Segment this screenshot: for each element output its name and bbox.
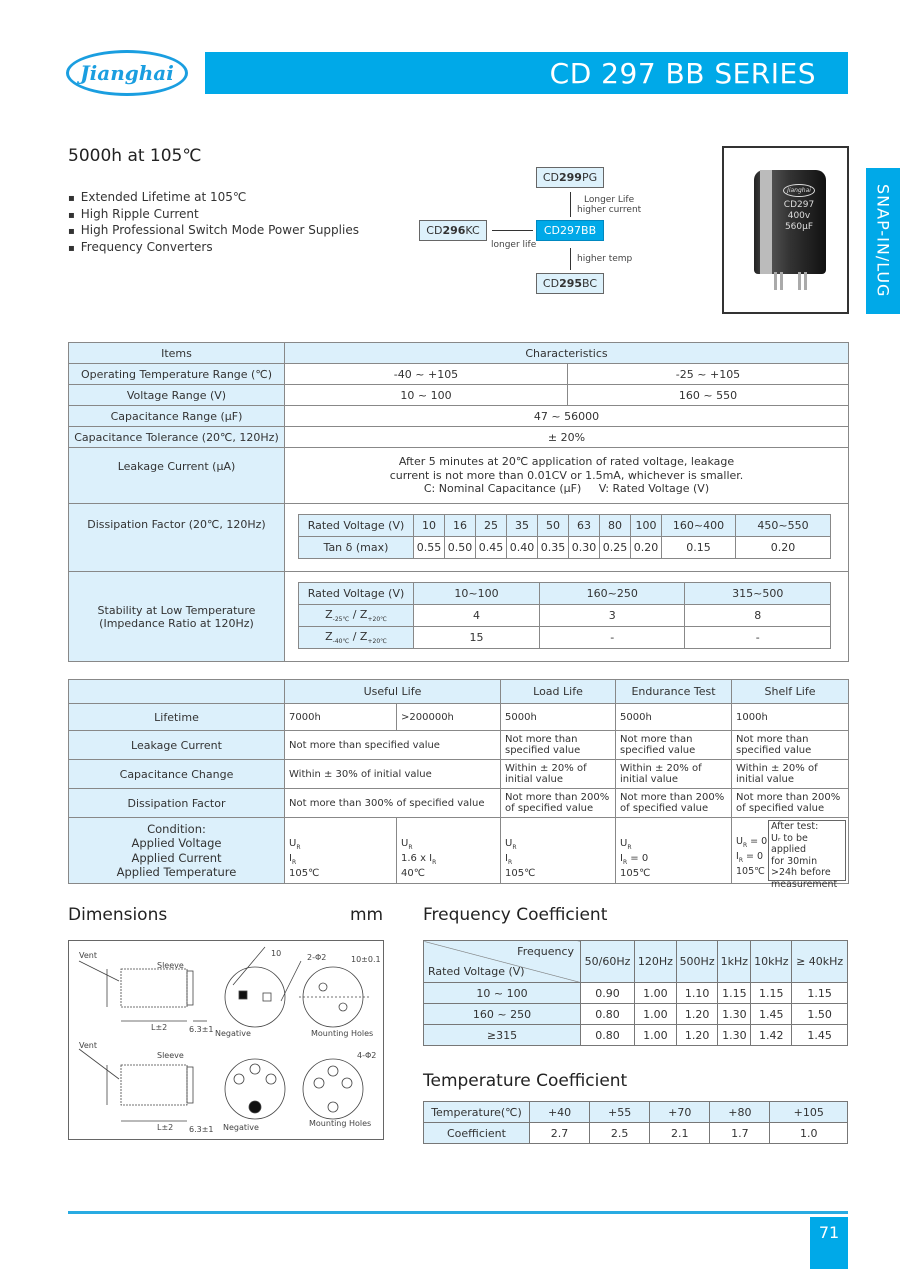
label-line: higher current bbox=[577, 205, 642, 215]
voltage-cell: 16 bbox=[445, 515, 476, 537]
cell: Not more than specified value bbox=[501, 731, 616, 760]
series-box-cd295bc bbox=[536, 273, 604, 294]
label-holes-4: 4-Φ2 bbox=[357, 1051, 377, 1060]
row-label: Tan δ (max) bbox=[299, 537, 414, 559]
label-mounting-holes: Mounting Holes bbox=[309, 1119, 372, 1128]
temperature-coefficient-title: Temperature Coefficient bbox=[423, 1071, 628, 1091]
dissipation-cell bbox=[285, 504, 849, 572]
voltage-cell: 315~500 bbox=[685, 583, 831, 605]
after-test-note bbox=[768, 820, 846, 890]
dimensions-title: Dimensions bbox=[68, 905, 168, 925]
cell: Within ± 30% of initial value bbox=[285, 760, 501, 789]
label-mounting-holes: Mounting Holes bbox=[311, 1029, 374, 1038]
temp-cell: +70 bbox=[650, 1102, 710, 1123]
coef-cell: 1.30 bbox=[718, 1025, 751, 1046]
cell: Not more than 200% of specified value bbox=[616, 789, 732, 818]
cell: Within ± 20% of initial value bbox=[732, 760, 849, 789]
capacitor-markings bbox=[772, 184, 826, 233]
text-line: After 5 minutes at 20℃ application of rated voltage, leakage bbox=[398, 455, 735, 469]
cell bbox=[616, 818, 732, 884]
logo-text: Jianghai bbox=[80, 61, 174, 85]
voltage-cell: 50 bbox=[538, 515, 569, 537]
label-line: Longer Life bbox=[584, 195, 635, 205]
freq-header: ≥ 40kHz bbox=[792, 941, 848, 983]
tan-cell: 0.25 bbox=[600, 537, 631, 559]
cell: 47 ~ 56000 bbox=[285, 406, 849, 427]
row-label: 160 ~ 250 bbox=[424, 1004, 581, 1025]
note-line: After test: bbox=[771, 821, 819, 832]
label-pitch: 10 bbox=[271, 949, 282, 958]
tan-cell: 0.40 bbox=[507, 537, 538, 559]
coef-cell: 1.00 bbox=[635, 1025, 677, 1046]
val: = 0 bbox=[747, 836, 768, 847]
text-line: C: Nominal Capacitance (µF) V: Rated Voltage (V) bbox=[423, 482, 710, 496]
sub: R bbox=[432, 859, 437, 866]
cell: Not more than 300% of specified value bbox=[285, 789, 501, 818]
text-line: Condition: bbox=[147, 821, 206, 836]
row-label: Temperature(℃) bbox=[424, 1102, 530, 1123]
characteristics-table bbox=[68, 342, 849, 662]
row-label: Capacitance Change bbox=[69, 760, 285, 789]
dimensions-unit: mm bbox=[350, 905, 384, 925]
coef-cell: 1.10 bbox=[676, 983, 718, 1004]
text-line: current is not more than 0.01CV or 1.5mA, whichever is smaller. bbox=[389, 468, 744, 482]
ratio-cell: 4 bbox=[414, 605, 540, 627]
row-label: Coefficient bbox=[424, 1123, 530, 1144]
coef-cell: 0.80 bbox=[581, 1025, 635, 1046]
num: 299 bbox=[559, 171, 582, 184]
freq-header: 50/60Hz bbox=[581, 941, 635, 983]
product-photo bbox=[722, 146, 849, 314]
row-label: ≥315 bbox=[424, 1025, 581, 1046]
u: U bbox=[505, 838, 513, 849]
row-label: Dissipation Factor bbox=[69, 789, 285, 818]
coef-cell: 1.0 bbox=[770, 1123, 848, 1144]
prefix: CD bbox=[426, 224, 443, 237]
freq-header: 500Hz bbox=[676, 941, 718, 983]
temp-cell: +55 bbox=[590, 1102, 650, 1123]
coef-cell: 2.7 bbox=[530, 1123, 590, 1144]
text-line: Applied Voltage bbox=[131, 836, 222, 850]
dimension-drawing-svg bbox=[69, 941, 385, 1141]
cell: Not more than 200% of specified value bbox=[732, 789, 849, 818]
sub: R bbox=[408, 844, 413, 851]
coef-cell: 2.5 bbox=[590, 1123, 650, 1144]
cell: Not more than specified value bbox=[732, 731, 849, 760]
subtitle: 5000h at 105℃ bbox=[68, 146, 202, 166]
suffix: PG bbox=[581, 171, 598, 184]
header-useful-life: Useful Life bbox=[285, 680, 501, 704]
label-higher-temp: higher temp bbox=[577, 254, 633, 264]
num: 297 bbox=[560, 224, 582, 237]
terminal-pin bbox=[780, 272, 783, 290]
label-length: L±2 bbox=[151, 1023, 168, 1032]
sleeve-band bbox=[760, 170, 772, 274]
suffix: BB bbox=[581, 224, 597, 237]
label-longer-life-higher-current bbox=[577, 195, 641, 215]
row-label: 10 ~ 100 bbox=[424, 983, 581, 1004]
label-lead: 6.3±1 bbox=[189, 1025, 214, 1034]
label-length: L±2 bbox=[157, 1123, 174, 1132]
u: U bbox=[620, 838, 628, 849]
temperature-coefficient-table bbox=[423, 1101, 848, 1144]
t: 105℃ bbox=[505, 868, 536, 879]
frequency-coefficient-title: Frequency Coefficient bbox=[423, 905, 608, 925]
corner-cell bbox=[424, 941, 581, 983]
tan-cell: 0.50 bbox=[445, 537, 476, 559]
text-line: Applied Current bbox=[131, 850, 222, 865]
label-negative: Negative bbox=[223, 1123, 259, 1132]
capacitor-model: CD297 bbox=[783, 200, 815, 210]
voltage-cell: 100 bbox=[631, 515, 662, 537]
impedance-ratio-table bbox=[298, 582, 831, 649]
note-line: >24h before bbox=[771, 867, 831, 878]
capacitor-voltage: 400v bbox=[787, 211, 811, 221]
ratio-cell: - bbox=[539, 627, 685, 649]
series-box-cd299pg bbox=[536, 167, 604, 188]
freq-header: 10kHz bbox=[751, 941, 792, 983]
sub: R bbox=[512, 844, 517, 851]
row-label: Rated Voltage (V) bbox=[299, 515, 414, 537]
coef-cell: 1.15 bbox=[751, 983, 792, 1004]
prefix: CD bbox=[542, 277, 560, 290]
suffix: KC bbox=[465, 224, 480, 237]
life-test-table bbox=[68, 679, 849, 890]
corner-frequency: Frequency bbox=[517, 945, 574, 958]
sub: +20℃ bbox=[367, 616, 387, 624]
val: = 0 bbox=[627, 853, 649, 864]
jianghai-logo bbox=[66, 50, 188, 96]
sub: +20℃ bbox=[367, 638, 387, 646]
terminal-pin bbox=[798, 272, 801, 290]
header-load-life: Load Life bbox=[501, 680, 616, 704]
cell bbox=[501, 818, 616, 884]
page-number: 71 bbox=[810, 1217, 848, 1269]
cell bbox=[285, 818, 397, 884]
label-holes-2: 2-Φ2 bbox=[307, 953, 327, 962]
frequency-coefficient-table bbox=[423, 940, 848, 1046]
leakage-description bbox=[285, 448, 849, 504]
series-title: CD 297 BB SERIES bbox=[549, 56, 816, 90]
header-endurance-test: Endurance Test bbox=[616, 680, 732, 704]
voltage-cell: 450~550 bbox=[736, 515, 831, 537]
coef-cell: 2.1 bbox=[650, 1123, 710, 1144]
note-line: measurement bbox=[771, 878, 838, 890]
cell: 1000h bbox=[732, 704, 849, 731]
prefix: CD bbox=[542, 171, 559, 184]
arrow-up-icon bbox=[570, 192, 571, 217]
voltage-cell: 160~400 bbox=[662, 515, 736, 537]
prefix: CD bbox=[543, 224, 561, 237]
label-lead: 6.3±1 bbox=[189, 1125, 214, 1134]
voltage-cell: 160~250 bbox=[539, 583, 685, 605]
row-label: Operating Temperature Range (℃) bbox=[69, 364, 285, 385]
tan-cell: 0.20 bbox=[736, 537, 831, 559]
sub: R bbox=[622, 859, 628, 866]
note-line: for 30min bbox=[771, 855, 818, 867]
arrow-right-icon bbox=[492, 230, 533, 231]
freq-header: 120Hz bbox=[635, 941, 677, 983]
capacitor-image bbox=[754, 170, 826, 274]
label-vent: Vent bbox=[79, 951, 97, 960]
row-label: Voltage Range (V) bbox=[69, 385, 285, 406]
num: 296 bbox=[442, 224, 466, 237]
i: I bbox=[505, 853, 508, 864]
tan-cell: 0.55 bbox=[414, 537, 445, 559]
row-label: Capacitance Tolerance (20℃, 120Hz) bbox=[69, 427, 285, 448]
voltage-cell: 10 bbox=[414, 515, 445, 537]
val: = 0 bbox=[742, 850, 764, 862]
cell bbox=[732, 818, 849, 890]
tan-cell: 0.20 bbox=[631, 537, 662, 559]
z: Z bbox=[325, 629, 333, 643]
ratio-cell: 15 bbox=[414, 627, 540, 649]
header-shelf-life: Shelf Life bbox=[732, 680, 849, 704]
z: / Z bbox=[349, 629, 368, 643]
z: / Z bbox=[349, 607, 368, 621]
tan-cell: 0.35 bbox=[538, 537, 569, 559]
cell: >200000h bbox=[397, 704, 501, 731]
label-pitch-tolerance: 10±0.1 bbox=[351, 955, 381, 964]
cell: Not more than specified value bbox=[285, 731, 501, 760]
t: 105℃ bbox=[289, 868, 320, 879]
coef-cell: 1.15 bbox=[792, 983, 848, 1004]
terminal-pin bbox=[804, 272, 807, 290]
row-label-z40 bbox=[299, 627, 414, 649]
side-tab-label: SNAP-IN/LUG bbox=[873, 184, 893, 298]
temp-cell: +40 bbox=[530, 1102, 590, 1123]
header-blank bbox=[69, 680, 285, 704]
cell: 5000h bbox=[501, 704, 616, 731]
tan-cell: 0.45 bbox=[476, 537, 507, 559]
num: 295 bbox=[559, 277, 583, 290]
header-items: Items bbox=[69, 343, 285, 364]
cell: Not more than 200% of specified value bbox=[501, 789, 616, 818]
cell: 7000h bbox=[285, 704, 397, 731]
i: I bbox=[736, 850, 739, 862]
coef-cell: 1.7 bbox=[710, 1123, 770, 1144]
coef-cell: 1.00 bbox=[635, 1004, 677, 1025]
coef-cell: 1.00 bbox=[635, 983, 677, 1004]
tan-cell: 0.15 bbox=[662, 537, 736, 559]
temp-cell: +80 bbox=[710, 1102, 770, 1123]
sub: R bbox=[742, 841, 748, 849]
sub: R bbox=[291, 859, 297, 866]
tan-cell: 0.30 bbox=[569, 537, 600, 559]
i: 1.6 x I bbox=[401, 853, 433, 864]
coef-cell: 0.80 bbox=[581, 1004, 635, 1025]
feature-item: ▪ Frequency Converters bbox=[68, 240, 359, 257]
ratio-cell: 3 bbox=[539, 605, 685, 627]
snap-in-lug-tab bbox=[866, 168, 900, 314]
voltage-cell: 25 bbox=[476, 515, 507, 537]
label-sleeve: Sleeve bbox=[157, 961, 184, 970]
cell: ± 20% bbox=[285, 427, 849, 448]
u: U bbox=[736, 836, 743, 847]
cell: 5000h bbox=[616, 704, 732, 731]
z: Z bbox=[325, 607, 333, 621]
series-box-cd297bb bbox=[536, 220, 604, 241]
feature-item: ▪ Extended Lifetime at 105℃ bbox=[68, 190, 359, 207]
row-label-condition bbox=[69, 818, 285, 884]
arrow-up-icon bbox=[570, 248, 571, 270]
row-label: Leakage Current (µA) bbox=[69, 448, 285, 504]
voltage-cell: 10~100 bbox=[414, 583, 540, 605]
i: I bbox=[289, 853, 292, 864]
text-line: Stability at Low Temperature bbox=[97, 603, 256, 617]
coef-cell: 1.20 bbox=[676, 1025, 718, 1046]
row-label: Rated Voltage (V) bbox=[299, 583, 414, 605]
coef-cell: 1.45 bbox=[751, 1004, 792, 1025]
tan-delta-table bbox=[298, 514, 831, 559]
label-sleeve: Sleeve bbox=[157, 1051, 184, 1060]
sub: R bbox=[507, 859, 513, 866]
feature-list bbox=[68, 190, 359, 256]
coef-cell: 1.45 bbox=[792, 1025, 848, 1046]
stability-cell bbox=[285, 572, 849, 662]
footer-divider bbox=[68, 1211, 848, 1214]
temp-cell: +105 bbox=[770, 1102, 848, 1123]
cell: -25 ~ +105 bbox=[568, 364, 849, 385]
i: I bbox=[620, 853, 623, 864]
voltage-cell: 80 bbox=[600, 515, 631, 537]
terminal-pin bbox=[774, 272, 777, 290]
cell: Within ± 20% of initial value bbox=[501, 760, 616, 789]
row-label: Leakage Current bbox=[69, 731, 285, 760]
row-label: Lifetime bbox=[69, 704, 285, 731]
sub: -40℃ bbox=[332, 638, 350, 646]
dimensions-drawing bbox=[68, 940, 384, 1140]
coef-cell: 1.50 bbox=[792, 1004, 848, 1025]
t: 105℃ bbox=[620, 868, 651, 879]
coef-cell: 1.42 bbox=[751, 1025, 792, 1046]
feature-item: ▪ High Ripple Current bbox=[68, 207, 359, 224]
ratio-cell: 8 bbox=[685, 605, 831, 627]
coef-cell: 1.20 bbox=[676, 1004, 718, 1025]
u: U bbox=[289, 838, 297, 849]
sub: R bbox=[738, 856, 743, 864]
u: U bbox=[401, 838, 409, 849]
freq-header: 1kHz bbox=[718, 941, 751, 983]
sub: R bbox=[296, 844, 301, 851]
cell bbox=[397, 818, 501, 884]
suffix: BC bbox=[582, 277, 598, 290]
cell: -40 ~ +105 bbox=[285, 364, 568, 385]
capacitor-capacitance: 560µF bbox=[784, 222, 814, 232]
cell: Not more than specified value bbox=[616, 731, 732, 760]
label-negative: Negative bbox=[215, 1029, 251, 1038]
sub: -25℃ bbox=[332, 616, 350, 624]
t: 40℃ bbox=[401, 868, 425, 879]
voltage-cell: 35 bbox=[507, 515, 538, 537]
label-longer-life: longer life bbox=[491, 240, 537, 250]
row-label-z25 bbox=[299, 605, 414, 627]
t: 105℃ bbox=[736, 865, 765, 877]
coef-cell: 0.90 bbox=[581, 983, 635, 1004]
row-label: Dissipation Factor (20℃, 120Hz) bbox=[69, 504, 285, 572]
feature-item: ▪ High Professional Switch Mode Power Supplies bbox=[68, 223, 359, 240]
header-characteristics: Characteristics bbox=[285, 343, 849, 364]
ratio-cell: - bbox=[685, 627, 831, 649]
coef-cell: 1.30 bbox=[718, 1004, 751, 1025]
voltage-cell: 63 bbox=[569, 515, 600, 537]
text-line: Applied Temperature bbox=[116, 865, 237, 879]
cell: 160 ~ 550 bbox=[568, 385, 849, 406]
label-vent: Vent bbox=[79, 1041, 97, 1050]
text-line: (Impedance Ratio at 120Hz) bbox=[99, 616, 254, 630]
capacitor-logo: Jianghai bbox=[783, 184, 815, 197]
coef-cell: 1.15 bbox=[718, 983, 751, 1004]
cell: Within ± 20% of initial value bbox=[616, 760, 732, 789]
row-label-stability bbox=[69, 572, 285, 662]
series-title-bar bbox=[205, 52, 848, 94]
cell: 10 ~ 100 bbox=[285, 385, 568, 406]
series-box-cd296kc bbox=[419, 220, 487, 241]
corner-voltage: Rated Voltage (V) bbox=[428, 965, 525, 978]
sub: R bbox=[627, 844, 632, 851]
note-line: Uᵣ to be applied bbox=[771, 832, 808, 855]
row-label: Capacitance Range (µF) bbox=[69, 406, 285, 427]
